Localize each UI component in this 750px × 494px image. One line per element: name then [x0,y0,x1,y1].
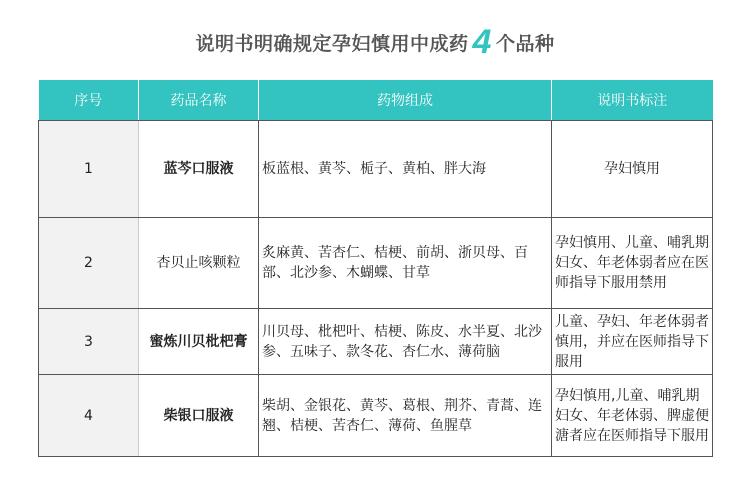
cell-serial-number: 3 [39,309,139,375]
page-title [0,22,750,64]
cell-drug-name: 蓝芩口服液 [139,121,259,218]
table-header-row [39,80,713,121]
cell-composition: 炙麻黄、苦杏仁、桔梗、前胡、浙贝母、百部、北沙参、木蝴蝶、甘草 [259,218,552,309]
table-row [39,121,713,218]
header-drug-name: 药品名称 [139,80,259,121]
cell-serial-number: 2 [39,218,139,309]
cell-label-note: 孕妇慎用、儿童、哺乳期妇女、年老体弱者应在医师指导下服用禁用 [552,218,713,309]
cell-composition: 柴胡、金银花、黄芩、葛根、荆芥、青蒿、连翘、桔梗、苦杏仁、薄荷、鱼腥草 [259,375,552,457]
cell-serial-number: 1 [39,121,139,218]
cell-drug-name: 柴银口服液 [139,375,259,457]
cell-composition: 板蓝根、黄芩、栀子、黄柏、胖大海 [259,121,552,218]
cell-serial-number: 4 [39,375,139,457]
table-row [39,375,713,457]
table-row [39,309,713,375]
cell-label-note: 儿童、孕妇、年老体弱者慎用，并应在医师指导下服用 [552,309,713,375]
medicine-table [38,80,713,457]
title-text-after: 个品种 [495,33,555,55]
title-text-before: 说明书明确规定孕妇慎用中成药 [195,33,469,55]
header-composition: 药物组成 [259,80,552,121]
cell-drug-name: 蜜炼川贝枇杷膏 [139,309,259,375]
header-label-note: 说明书标注 [552,80,713,121]
cell-drug-name: 杏贝止咳颗粒 [139,218,259,309]
cell-composition: 川贝母、枇杷叶、桔梗、陈皮、水半夏、北沙参、五味子、款冬花、杏仁水、薄荷脑 [259,309,552,375]
header-serial-number: 序号 [39,80,139,121]
cell-label-note: 孕妇慎用,儿童、哺乳期妇女、年老体弱、脾虚便溏者应在医师指导下服用 [552,375,713,457]
table-row [39,218,713,309]
cell-label-note: 孕妇慎用 [552,121,713,218]
title-count-number: 4 [472,23,492,61]
